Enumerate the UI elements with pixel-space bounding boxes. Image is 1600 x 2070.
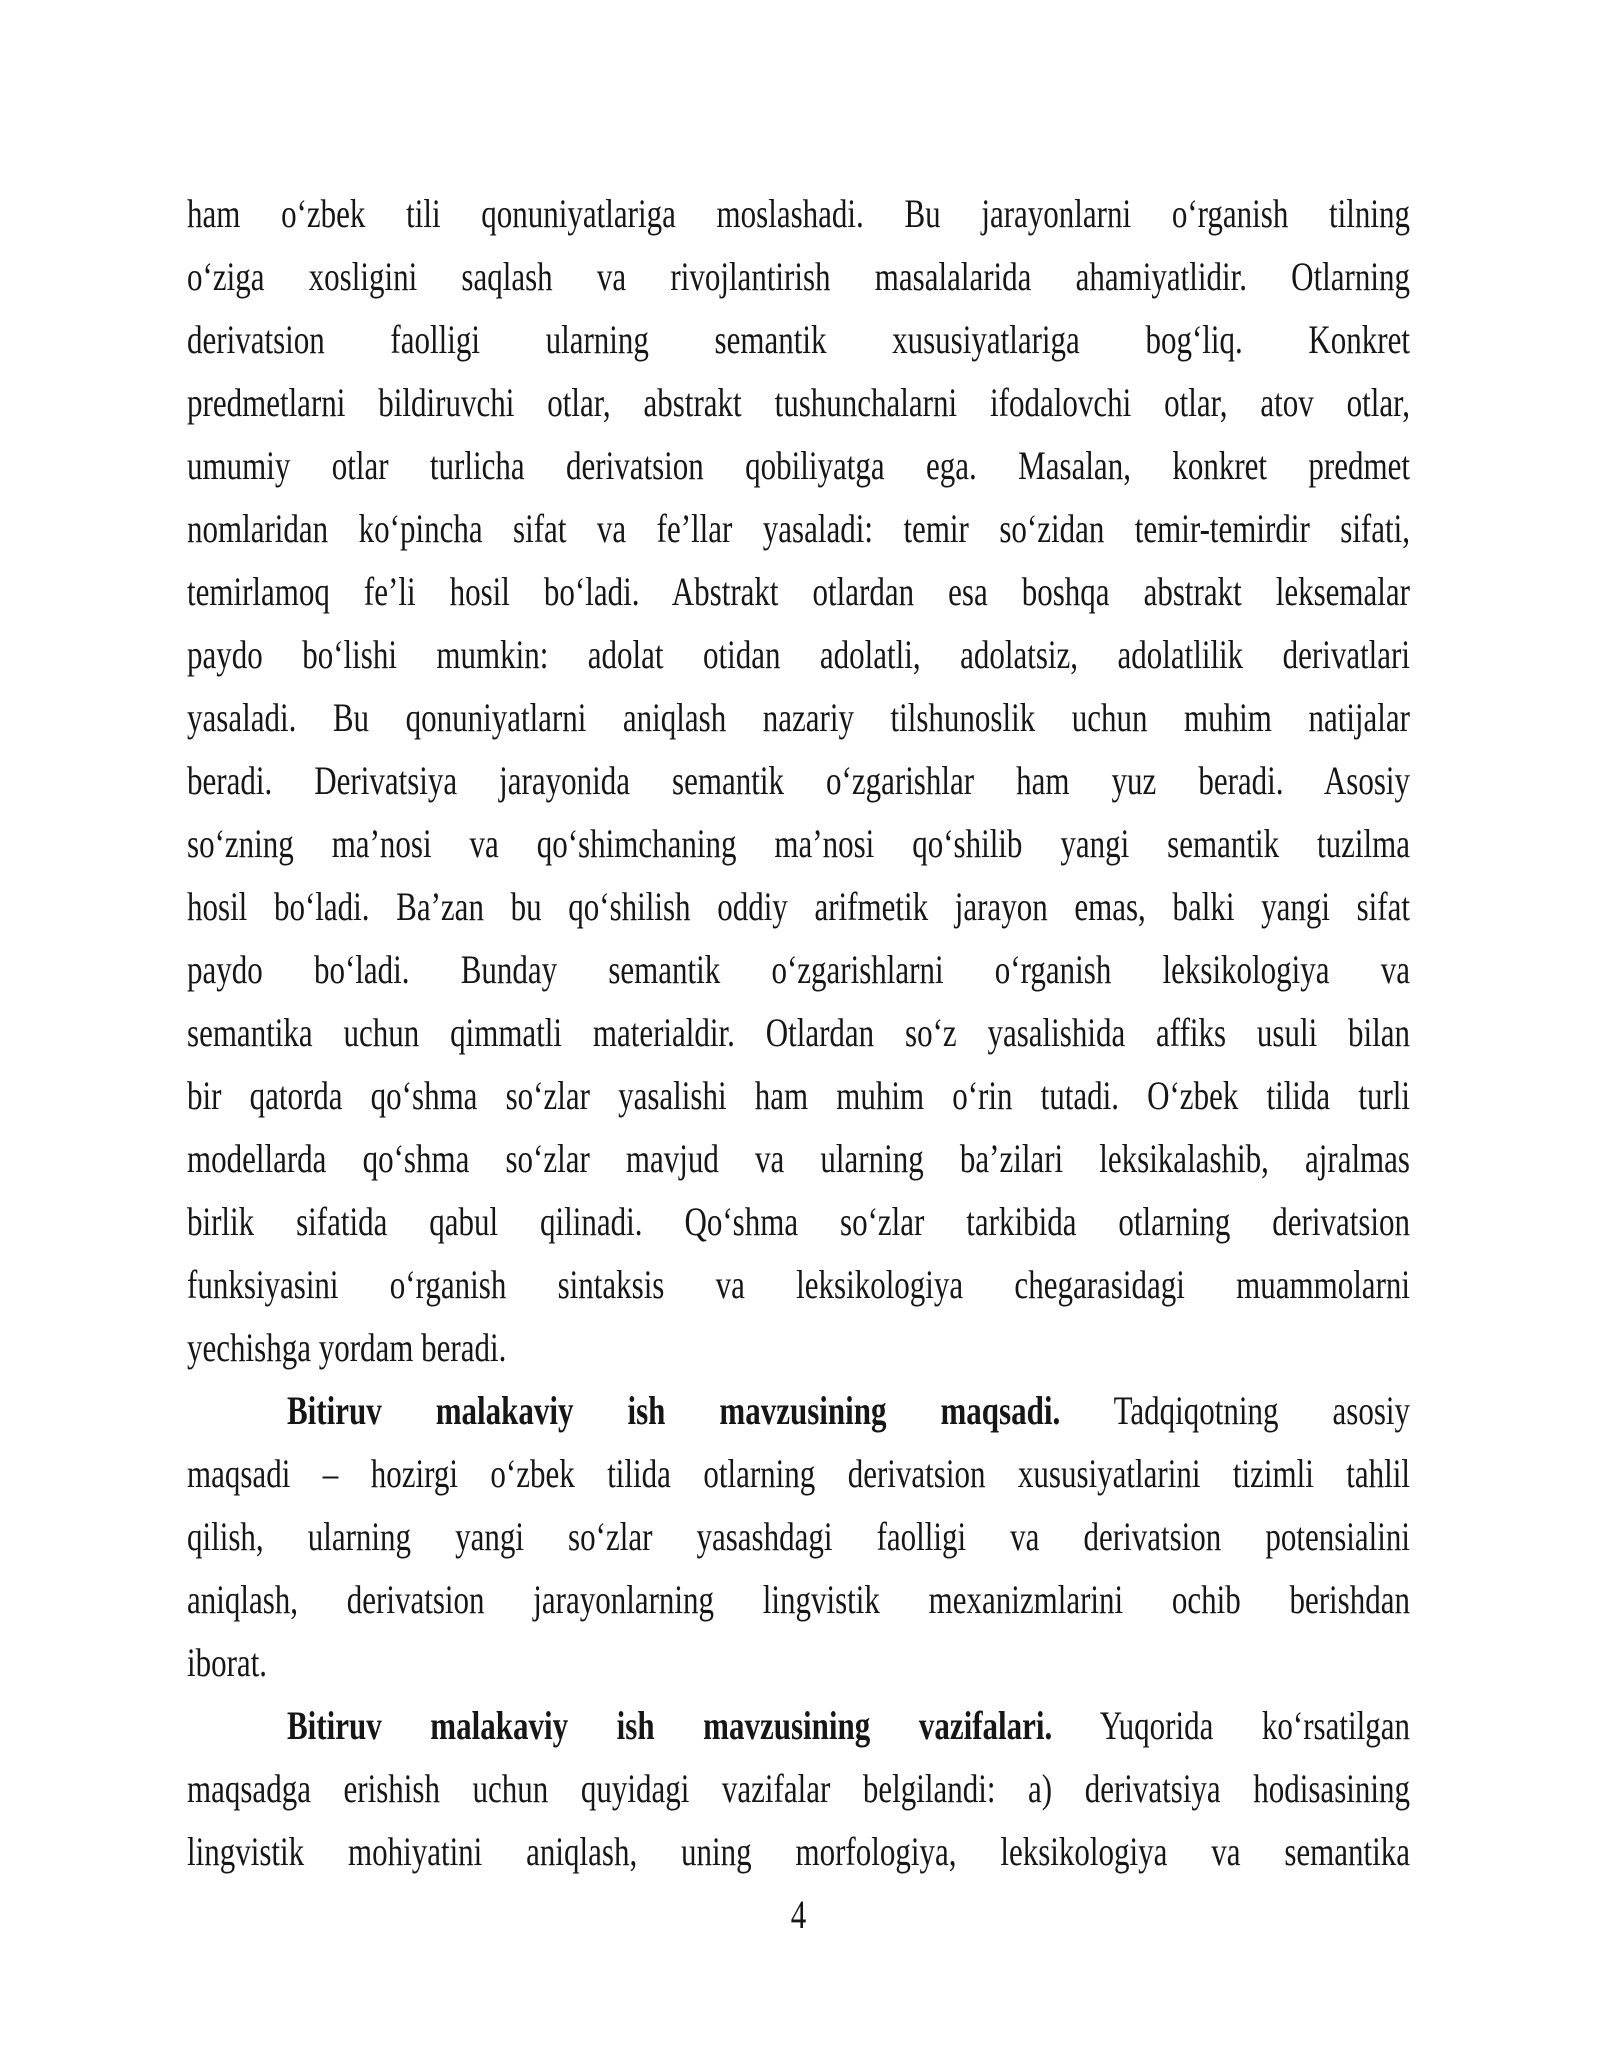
text-run: predmetlarni bildiruvchi otlar, abstrakt tushunchalarni ifodalovchi otlar, atov otlar, — [187, 379, 1410, 426]
text-run: o‘ziga xosligini saqlash va rivojlantirish masalalarida ahamiyatlidir. Otlarning — [187, 253, 1410, 300]
text-run: paydo bo‘lishi mumkin: adolat otidan adolatli, adolatsiz, adolatlilik derivatlari — [187, 631, 1410, 678]
text-run: modellarda qo‘shma so‘zlar mavjud va ularning ba’zilari leksikalashib, ajralmas — [187, 1135, 1410, 1182]
text-run: birlik sifatida qabul qilinadi. Qo‘shma so‘zlar tarkibida otlarning derivatsion — [187, 1198, 1410, 1245]
text-run: qilish, ularning yangi so‘zlar yasashdagi faolligi va derivatsion potensialini — [187, 1513, 1410, 1560]
text-run: iborat. — [187, 1639, 268, 1686]
text-run: maqsadi – hozirgi o‘zbek tilida otlarning derivatsion xususiyatlarini tizimli tahlil — [187, 1450, 1410, 1497]
text-run: yechishga yordam beradi. — [187, 1324, 507, 1371]
text-run: bir qatorda qo‘shma so‘zlar yasalishi ham muhim o‘rin tutadi. O‘zbek tilida turli — [187, 1072, 1410, 1119]
text-block — [187, 182, 1410, 1883]
text-run: lingvistik mohiyatini aniqlash, uning morfologiya, leksikologiya va semantika — [187, 1828, 1410, 1875]
bold-text-run: Bitiruv malakaviy ish mavzusining maqsadi. — [287, 1387, 1061, 1434]
text-run: temirlamoq fe’li hosil bo‘ladi. Abstrakt otlardan esa boshqa abstrakt leksemalar — [187, 568, 1410, 615]
text-run: paydo bo‘ladi. Bunday semantik o‘zgarishlarni o‘rganish leksikologiya va — [187, 946, 1410, 993]
text-run: ham o‘zbek tili qonuniyatlariga moslashadi. Bu jarayonlarni o‘rganish tilning — [187, 190, 1410, 237]
text-run: Tadqiqotning asosiy — [1060, 1387, 1411, 1434]
text-run: so‘zning ma’nosi va qo‘shimchaning ma’nosi qo‘shilib yangi semantik tuzilma — [187, 820, 1410, 867]
text-run: nomlaridan ko‘pincha sifat va fe’llar yasaladi: temir so‘zidan temir-temirdir sifati, — [187, 505, 1410, 552]
text-run: beradi. Derivatsiya jarayonida semantik o‘zgarishlar ham yuz beradi. Asosiy — [187, 757, 1410, 804]
text-run: maqsadga erishish uchun quyidagi vazifalar belgilandi: a) derivatsiya hodisasining — [187, 1765, 1410, 1812]
text-run: umumiy otlar turlicha derivatsion qobiliyatga ega. Masalan, konkret predmet — [187, 442, 1410, 489]
text-run: funksiyasini o‘rganish sintaksis va leksikologiya chegarasidagi muammolarni — [187, 1261, 1410, 1308]
text-run: derivatsion faolligi ularning semantik xususiyatlariga bog‘liq. Konkret — [187, 316, 1410, 363]
text-run: Yuqorida ko‘rsatilgan — [1052, 1702, 1410, 1749]
page-number: 4 — [790, 1891, 807, 1938]
bold-text-run: Bitiruv malakaviy ish mavzusining vazifalari. — [287, 1702, 1053, 1749]
text-run: aniqlash, derivatsion jarayonlarning lingvistik mexanizmlarini ochib berishdan — [187, 1576, 1410, 1623]
text-run: hosil bo‘ladi. Ba’zan bu qo‘shilish oddiy arifmetik jarayon emas, balki yangi sifat — [187, 883, 1410, 930]
text-run: yasaladi. Bu qonuniyatlarni aniqlash nazariy tilshunoslik uchun muhim natijalar — [187, 694, 1410, 741]
text-run: semantika uchun qimmatli materialdir. Otlardan so‘z yasalishida affiks usuli bilan — [187, 1009, 1410, 1056]
